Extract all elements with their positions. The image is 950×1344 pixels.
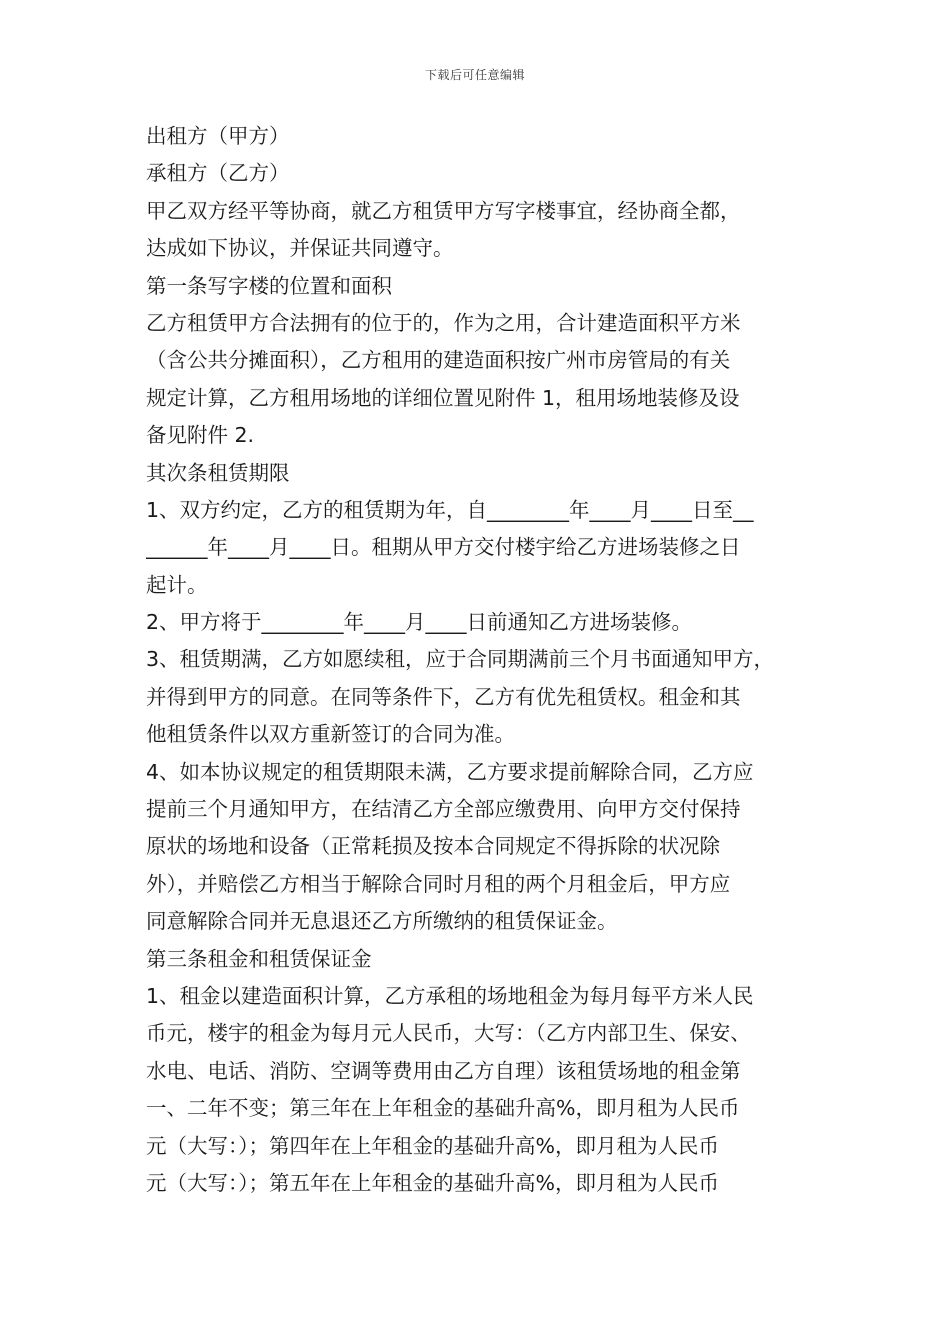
paragraph-line: 他租赁条件以双方重新签订的合同为准。	[146, 722, 515, 747]
paragraph-line: 一、二年不变；第三年在上年租金的基础升高%，即月租为人民币	[146, 1096, 740, 1121]
paragraph-line: 元（大写：）；第四年在上年租金的基础升高%，即月租为人民币	[146, 1133, 719, 1158]
paragraph-line: 乙方租赁甲方合法拥有的位于的，作为之用，合计建造面积平方米	[146, 310, 741, 335]
paragraph-line: 元（大写：）；第五年在上年租金的基础升高%，即月租为人民币	[146, 1170, 719, 1195]
paragraph-line: ______年____月____日。租期从甲方交付楼宇给乙方进场装修之日	[146, 535, 741, 560]
paragraph-line: 水电、电话、消防、空调等费用由乙方自理）该租赁场地的租金第	[146, 1058, 741, 1083]
paragraph-line: （含公共分摊面积），乙方租用的建造面积按广州市房管局的有关	[146, 348, 731, 373]
paragraph-line: 备见附件 2.	[146, 423, 255, 448]
section-heading: 其次条租赁期限	[146, 460, 290, 485]
party-lessor-line: 出租方（甲方）	[146, 124, 290, 148]
party-lessee-line: 承租方（乙方）	[146, 161, 290, 186]
paragraph-line: 1、租金以建造面积计算，乙方承租的场地租金为每月每平方米人民	[146, 983, 754, 1008]
paragraph-line: 外），并赔偿乙方相当于解除合同时月租的两个月租金后，甲方应	[146, 871, 731, 896]
header-note: 下载后可任意编辑	[424, 68, 525, 82]
paragraph-line: 4、如本协议规定的租赁期限未满，乙方要求提前解除合同，乙方应	[146, 759, 754, 784]
paragraph-line: 同意解除合同并无息退还乙方所缴纳的租赁保证金。	[146, 909, 618, 934]
section-heading: 第三条租金和租赁保证金	[146, 946, 372, 971]
paragraph-line: 原状的场地和设备（正常耗损及按本合同规定不得拆除的状况除	[146, 834, 720, 859]
paragraph-line: 并得到甲方的同意。在同等条件下，乙方有优先租赁权。租金和其	[146, 684, 741, 709]
paragraph-line: 达成如下协议，并保证共同遵守。	[146, 236, 454, 261]
paragraph-line: 币元，楼宇的租金为每月元人民币，大写：（乙方内部卫生、保安、	[146, 1021, 751, 1046]
paragraph-line: 3、租赁期满，乙方如愿续租，应于合同期满前三个月书面通知甲方，	[146, 647, 775, 672]
paragraph-line: 起计。	[146, 572, 208, 597]
document-body	[146, 118, 814, 1202]
section-heading: 第一条写字楼的位置和面积	[146, 273, 392, 298]
paragraph-line: 甲乙双方经平等协商，就乙方租赁甲方写字楼事宜，经协商全都，	[146, 198, 741, 223]
paragraph-line: 1、双方约定，乙方的租赁期为年，自________年____月____日至__	[146, 497, 754, 522]
paragraph-line: 2、甲方将于________年____月____日前通知乙方进场装修。	[146, 610, 693, 635]
paragraph-line: 规定计算，乙方租用场地的详细位置见附件 1，租用场地装修及设	[146, 385, 740, 410]
paragraph-line: 提前三个月通知甲方，在结清乙方全部应缴费用、向甲方交付保持	[146, 797, 741, 822]
